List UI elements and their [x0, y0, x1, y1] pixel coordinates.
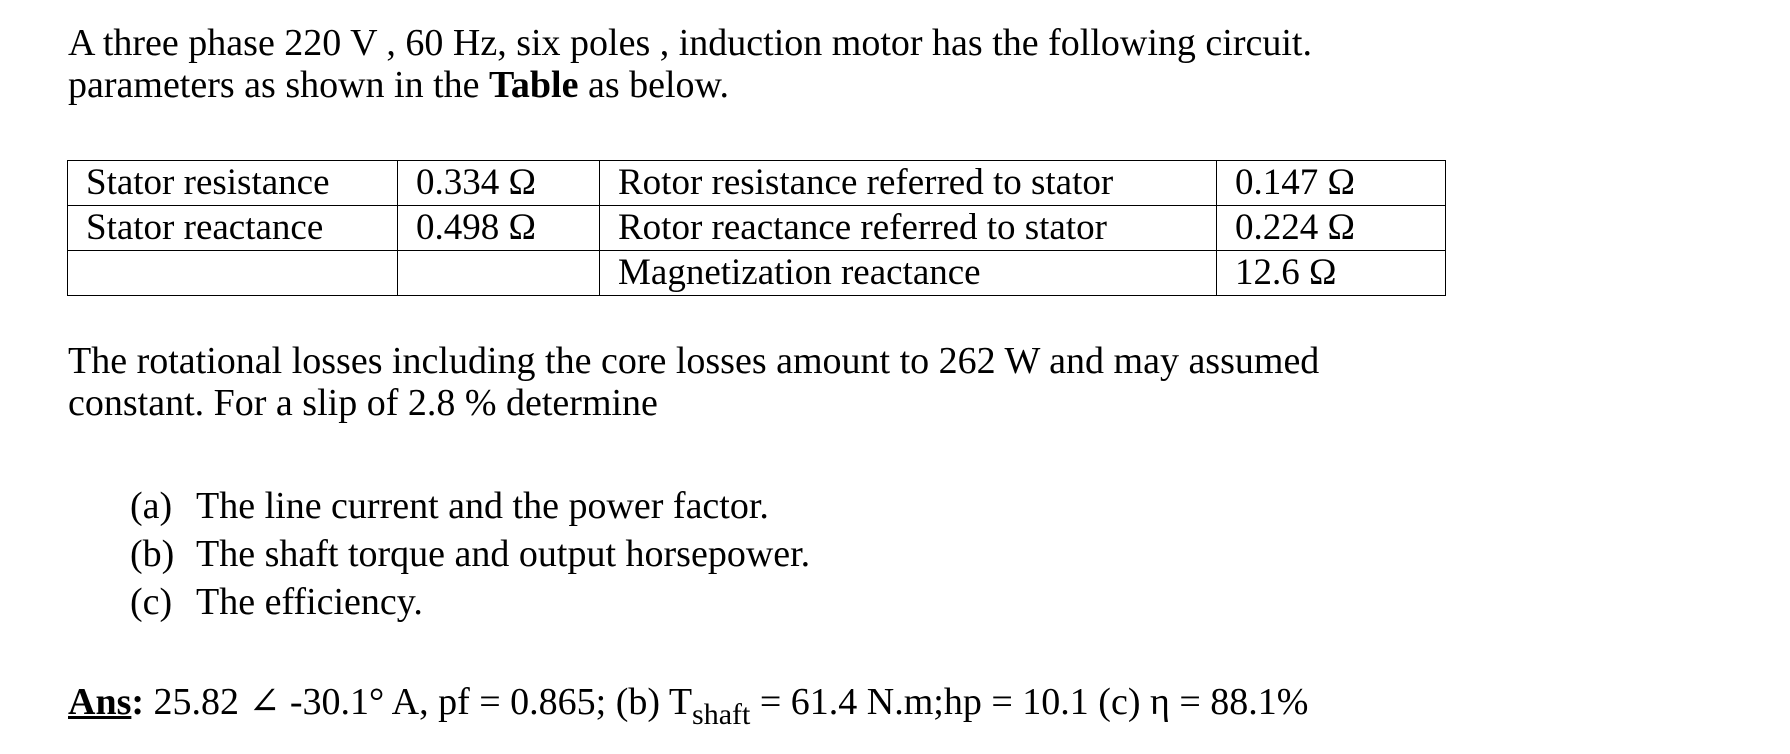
answer-part-2: = 61.4 N.m;hp = 10.1 (c) η = 88.1% — [750, 681, 1309, 723]
question-text: The shaft torque and output horsepower. — [196, 533, 811, 575]
intro-line-1: A three phase 220 V , 60 Hz, six poles , induction motor has the following circuit. — [68, 22, 1312, 64]
losses-line-2: constant. For a slip of 2.8 % determine — [68, 382, 658, 424]
intro-line-2 — [68, 64, 1312, 106]
table-cell: 12.6 Ω — [1217, 251, 1446, 296]
table-row — [68, 161, 1446, 206]
question-list — [130, 482, 810, 626]
table-cell: 0.498 Ω — [398, 206, 600, 251]
table-cell: 0.147 Ω — [1217, 161, 1446, 206]
table-cell: Rotor resistance referred to stator — [600, 161, 1217, 206]
table-cell: Stator reactance — [68, 206, 398, 251]
question-marker: (c) — [130, 581, 173, 623]
table-cell: Magnetization reactance — [600, 251, 1217, 296]
intro-line-2-suffix: as below. — [578, 64, 730, 106]
table-row — [68, 251, 1446, 296]
question-marker: (a) — [130, 485, 173, 527]
answer-colon: : — [131, 681, 145, 723]
answer-label: Ans — [68, 681, 132, 723]
question-item — [130, 578, 810, 626]
torque-subscript: shaft — [692, 698, 751, 731]
question-marker: (b) — [130, 533, 175, 575]
question-text: The efficiency. — [196, 581, 423, 623]
question-text: The line current and the power factor. — [196, 485, 769, 527]
table-cell: Stator resistance — [68, 161, 398, 206]
table-cell-empty — [398, 251, 600, 296]
losses-paragraph — [68, 340, 1319, 424]
question-item — [130, 530, 810, 578]
problem-intro — [68, 22, 1312, 106]
table-cell: 0.224 Ω — [1217, 206, 1446, 251]
answer-part-1: 25.82 ∠ -30.1° A, pf = 0.865; (b) T — [144, 681, 693, 723]
parameters-table — [67, 160, 1446, 296]
losses-line-1: The rotational losses including the core losses amount to 262 W and may assumed — [68, 340, 1320, 382]
table-cell-empty — [68, 251, 398, 296]
question-item — [130, 482, 810, 530]
answer-line — [68, 680, 1309, 731]
table-cell: 0.334 Ω — [398, 161, 600, 206]
table-cell: Rotor reactance referred to stator — [600, 206, 1217, 251]
intro-table-word: Table — [489, 64, 579, 106]
table-row — [68, 206, 1446, 251]
intro-line-2-prefix: parameters as shown in the — [68, 64, 490, 106]
